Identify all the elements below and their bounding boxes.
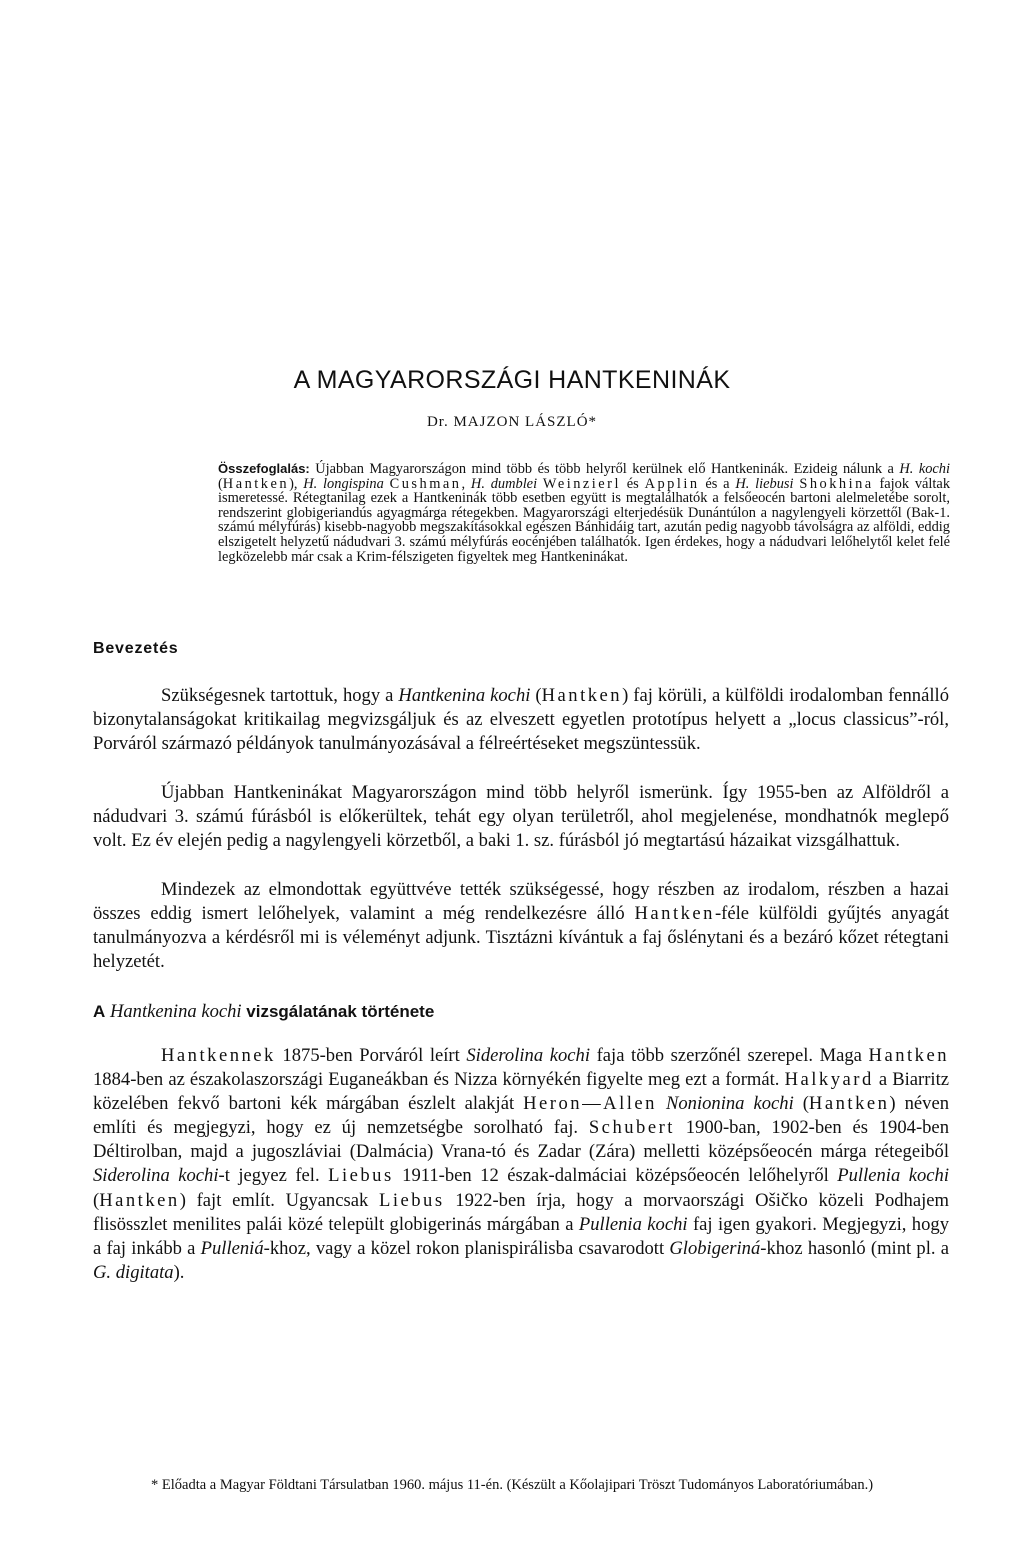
author-name-spaced: Hantken bbox=[541, 685, 623, 706]
author-name-spaced: Shokhina bbox=[799, 475, 874, 492]
author-line bbox=[0, 414, 1024, 431]
species-name: H. kochi bbox=[899, 461, 950, 477]
body-text: ) faj körüli, a külföldi irodalomban fennálló bizonytalanságokat kritikailag megvizsgáljuk és az elveszett egyetlen prototípus helyett a „locus classicus”-ról, Porváról származó példányok tanulmányozásával a félreértéseket megszüntessük. bbox=[93, 685, 949, 755]
species-name: Hantkenina kochi bbox=[398, 685, 531, 706]
author-name-spaced: Hantken bbox=[222, 475, 290, 492]
footnote bbox=[93, 1477, 949, 1495]
heading-part: vizsgálatának története bbox=[246, 1002, 435, 1021]
abstract-label: Összefoglalás: bbox=[218, 461, 310, 476]
abstract-text: fajok váltak ismeretessé. Rétegtanilag ezek a Hantkeninák több esetben együtt is megtalálhatók a felsőeocén bartoni alelmeletébe sorolt, rendszerint globigeriandús agyagmárga rétegekben. Magyarországi elterjedésük Dunántúlon a nagylengyeli körzettől (Bak-1. számú mélyfúrás) kisebb-nagyobb megszakításokkal egészen Bánhidáig tart, azután pedig nagyobb távolságra az alföldi, eddig elszigetelt helyzetű nádudvari 3. számú mélyfúrás eocénjében találhatók. Igen érdekes, hogy a nádudvari lelőhelytől kelet felé legközelebb már csak a Krim-félszigeten figyeltek meg Hantkeninákat. bbox=[218, 475, 951, 565]
heading-part: A bbox=[93, 1002, 106, 1021]
history-paragraph-1 bbox=[93, 1044, 949, 1285]
author-name-spaced: Applin bbox=[644, 475, 700, 492]
intro-paragraph-2: Újabban Hantkeninákat Magyarországon mind több helyről ismerünk. Így 1955-ben az Alföldről a nádudvari 3. számú fúrásból is előkerültek, tehát egy olyan területről, ahol megjelenése, mondhatnók meglepő volt. Ez év elején pedig a nagylengyeli körzetből, a baki 1. sz. fúrásból jó megtartású házaikat vizsgálhattuk. bbox=[93, 782, 949, 852]
author-name-spaced: Hantken bbox=[808, 1093, 890, 1115]
abstract bbox=[218, 462, 950, 564]
body-text: faj igen gyakori. Megjegyzi, hogy a faj inkább a bbox=[93, 1213, 949, 1259]
author-name-spaced: Weinzierl bbox=[542, 475, 621, 492]
species-name: H. longispina bbox=[303, 475, 384, 492]
species-name: H. liebusi bbox=[735, 475, 794, 492]
species-name: Pulleniá bbox=[200, 1237, 264, 1259]
body-text: -t jegyez fel. bbox=[218, 1165, 329, 1187]
body-text: faja több szerzőnél szerepel. Maga bbox=[590, 1045, 869, 1066]
footnote-text: Előadta a Magyar Földtani Társulatban 1960. május 11-én. (Készült a Kőolajipari Tröszt Tudományos Laboratóriumában.) bbox=[158, 1477, 874, 1493]
author-name-spaced: Liebus bbox=[328, 1165, 394, 1187]
body-text: 1875-ben Porváról leírt bbox=[275, 1045, 467, 1066]
body-text: Szükségesnek tartottuk, hogy a bbox=[161, 685, 399, 706]
body-text: 1922-ben írja, hogy a morvaországi Ošičko közeli Podhajem flisösszlet menilites palái közé települt globigerinás márgában a bbox=[93, 1189, 949, 1235]
species-name: Globigeriná bbox=[669, 1237, 761, 1259]
body-text: ( bbox=[530, 685, 542, 706]
section-heading-history bbox=[93, 1001, 434, 1023]
species-name: Siderolina kochi bbox=[93, 1165, 219, 1187]
body-text: ( bbox=[793, 1093, 809, 1115]
heading-species: Hantkenina kochi bbox=[109, 1001, 242, 1022]
author-name-spaced: Liebus bbox=[378, 1189, 445, 1211]
body-text: 1900-ban, 1902-ben és 1904-ben Déltirolban, majd a jugoszláviai (Dalmácia) Vrana-tó és Zadar (Zára) melletti középsőeocén márga rétegeiből bbox=[93, 1117, 949, 1163]
author-prefix: Dr. bbox=[426, 414, 449, 430]
species-name: H. dumblei bbox=[470, 475, 538, 492]
article-title: A MAGYARORSZÁGI HANTKENINÁK bbox=[293, 366, 731, 394]
author-name-spaced: Halkyard bbox=[784, 1069, 874, 1091]
abstract-text: és bbox=[620, 475, 645, 492]
species-name: Siderolina kochi bbox=[466, 1045, 591, 1066]
body-text: -féle külföldi gyűjtés anyagát tanulmányozva a kérdésről mi is véleményt adjunk. Tisztázni kívántuk a faj őslénytani és a bezáró kőzet rétegtani helyzetét. bbox=[93, 903, 950, 973]
species-name: Pullenia kochi bbox=[837, 1165, 949, 1187]
body-text: ( bbox=[93, 1189, 100, 1211]
body-text: 1911-ben 12 észak-dalmáciai középsőeocén lelőhelyről bbox=[393, 1165, 838, 1187]
author-name-spaced: Cushman bbox=[389, 475, 462, 492]
author-name-spaced: Schubert bbox=[588, 1117, 675, 1139]
body-text: ). bbox=[173, 1261, 185, 1283]
species-name: Nonionina kochi bbox=[665, 1093, 794, 1115]
author-name-spaced: Hantken bbox=[868, 1045, 950, 1066]
body-text: Mindezek az elmondottak együttvéve tették szükségessé, hogy részben az irodalom, részben a hazai összes eddig ismert lelőhelyek, valamint a még rendelkezésre álló bbox=[93, 879, 949, 925]
intro-paragraph-1 bbox=[93, 684, 949, 756]
author-footnote-mark: * bbox=[588, 414, 598, 430]
body-text: a Biarritz közelében fekvő bartoni kék márgában észlelt alakját bbox=[93, 1069, 949, 1115]
author-name-spaced: Hantkennek bbox=[161, 1045, 276, 1066]
abstract-text: és a bbox=[699, 475, 736, 492]
abstract-text: ( bbox=[218, 475, 223, 492]
author-name-spaced: Hantken bbox=[634, 903, 715, 925]
body-text: 1884-ben az északolaszországi Euganeákban és Nizza környékén figyelte meg ezt a formát. bbox=[93, 1069, 785, 1091]
author-name: MAJZON LÁSZLÓ bbox=[453, 414, 589, 430]
abstract-text: Újabban Magyarországon mind több és több helyről kerülnek elő Hantkeninák. Ezideig nálunk a bbox=[309, 461, 900, 477]
section-heading-intro: Bevezetés bbox=[93, 640, 179, 657]
abstract-text: ), bbox=[289, 475, 304, 492]
body-text: ) néven említi és megjegyzi, hogy ez új nemzetségbe sorolható faj. bbox=[93, 1093, 949, 1139]
abstract-text: , bbox=[461, 475, 471, 492]
body-text: -khoz hasonló (mint pl. a bbox=[760, 1237, 949, 1259]
species-name: G. digitata bbox=[93, 1261, 174, 1283]
body-text: ) fajt említ. Ugyancsak bbox=[179, 1189, 379, 1211]
footnote-mark: * bbox=[151, 1477, 159, 1493]
author-name-spaced: Hantken bbox=[99, 1189, 180, 1211]
species-name: Pullenia kochi bbox=[578, 1213, 688, 1235]
body-text bbox=[657, 1093, 666, 1114]
body-text: -khoz, vagy a közel rokon planispirálisba csavarodott bbox=[263, 1237, 670, 1259]
author-name-spaced: Heron—Allen bbox=[523, 1093, 657, 1115]
intro-paragraph-3 bbox=[93, 878, 949, 974]
